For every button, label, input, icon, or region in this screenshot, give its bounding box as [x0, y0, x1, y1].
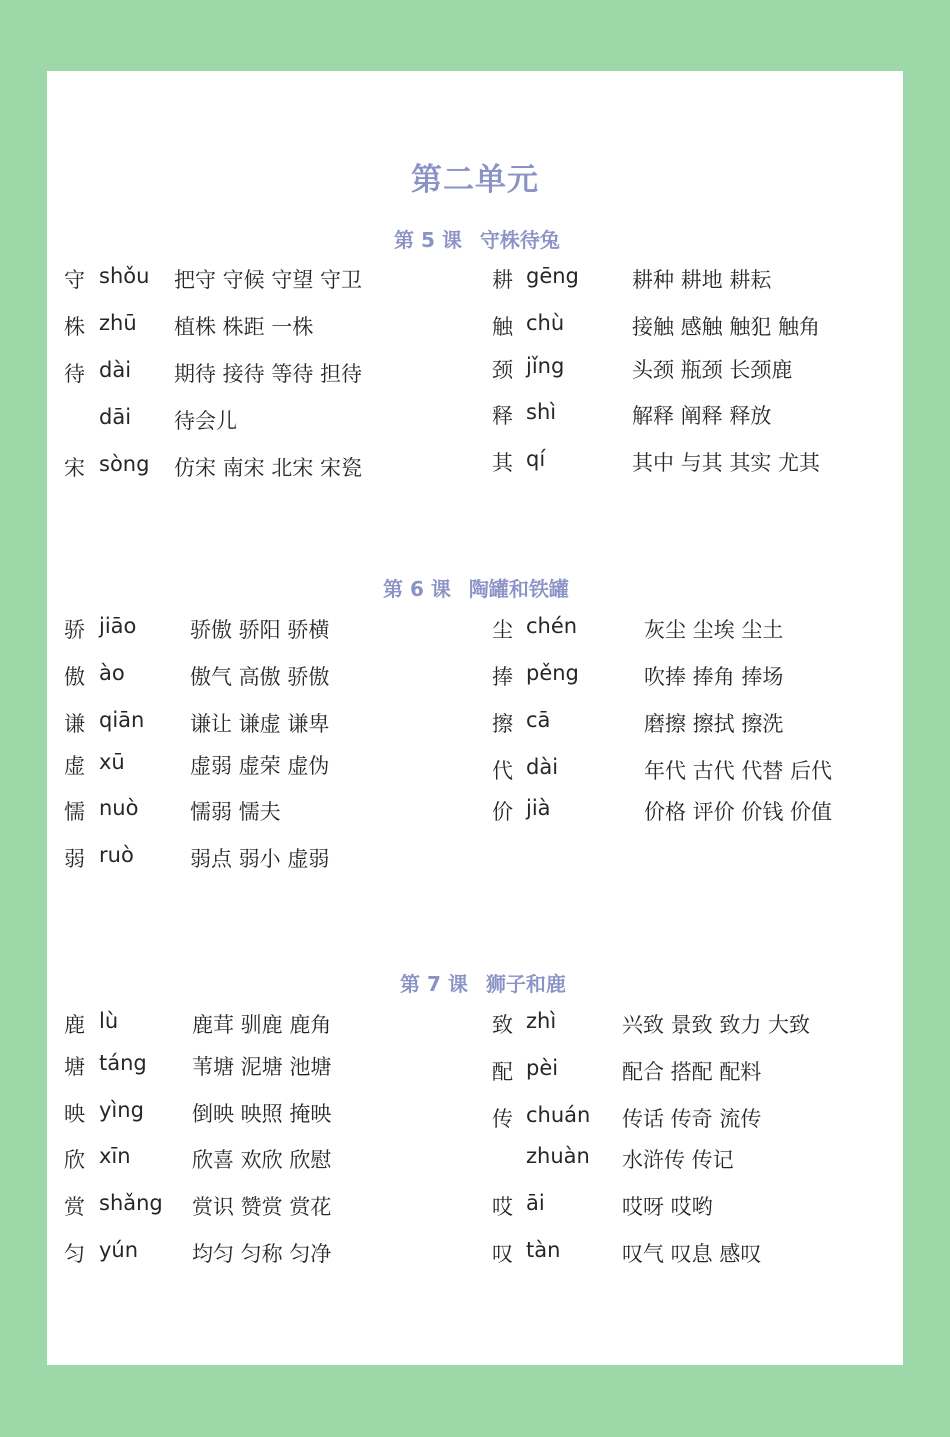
vocab-character: 其 — [492, 451, 513, 475]
vocab-character: 傲 — [64, 665, 85, 689]
vocab-character: 颈 — [492, 358, 513, 382]
vocab-pinyin: dài — [526, 755, 559, 779]
vocab-words: 均匀 匀称 匀净 — [192, 1242, 332, 1266]
vocab-words: 苇塘 泥塘 池塘 — [192, 1055, 332, 1079]
vocab-character: 匀 — [64, 1242, 85, 1266]
vocab-character: 谦 — [64, 712, 85, 736]
vocab-pinyin: zhì — [526, 1009, 557, 1033]
vocab-pinyin: qiān — [99, 708, 145, 732]
vocab-pinyin: yún — [99, 1238, 139, 1262]
vocab-pinyin: ruò — [99, 843, 134, 867]
vocab-pinyin: jǐng — [526, 354, 565, 378]
vocab-pinyin: ào — [99, 661, 125, 685]
vocab-words: 傲气 高傲 骄傲 — [190, 665, 330, 689]
lesson-number: 第 7 课 — [400, 972, 468, 996]
vocab-pinyin: shǎng — [99, 1191, 163, 1215]
vocab-character: 尘 — [492, 618, 513, 642]
vocab-character: 释 — [492, 404, 513, 428]
vocab-words: 灰尘 尘埃 尘土 — [644, 618, 784, 642]
vocab-pinyin: qí — [526, 447, 546, 471]
vocab-character: 弱 — [64, 847, 85, 871]
vocab-pinyin: cā — [526, 708, 551, 732]
vocab-words: 鹿茸 驯鹿 鹿角 — [192, 1013, 332, 1037]
vocab-words: 接触 感触 触犯 触角 — [632, 315, 821, 339]
vocab-words: 吹捧 捧角 捧场 — [644, 665, 784, 689]
lesson-title: 狮子和鹿 — [485, 972, 566, 996]
vocab-pinyin: xū — [99, 750, 125, 774]
vocab-character: 赏 — [64, 1195, 85, 1219]
lesson-number: 第 6 课 — [383, 577, 451, 601]
vocab-words: 水浒传 传记 — [622, 1148, 734, 1172]
vocab-character: 守 — [64, 268, 85, 292]
vocab-pinyin: zhū — [99, 311, 137, 335]
vocab-character: 塘 — [64, 1055, 85, 1079]
lesson-heading — [383, 573, 569, 602]
vocab-words: 骄傲 骄阳 骄横 — [190, 618, 330, 642]
vocab-character: 触 — [492, 315, 513, 339]
vocab-pinyin: nuò — [99, 796, 139, 820]
vocab-words: 解释 阐释 释放 — [632, 404, 772, 428]
vocab-character: 欣 — [64, 1148, 85, 1172]
vocab-pinyin: dài — [99, 358, 132, 382]
vocab-pinyin: chén — [526, 614, 578, 638]
lesson-title: 陶罐和铁罐 — [468, 577, 569, 601]
vocab-words: 虚弱 虚荣 虚伪 — [190, 754, 330, 778]
lesson-heading — [400, 968, 566, 997]
vocab-words: 价格 评价 价钱 价值 — [644, 800, 833, 824]
vocab-pinyin: xīn — [99, 1144, 131, 1168]
vocab-words: 传话 传奇 流传 — [622, 1107, 762, 1131]
vocab-words: 磨擦 擦拭 擦洗 — [644, 712, 784, 736]
vocab-pinyin: lù — [99, 1009, 119, 1033]
vocab-pinyin: āi — [526, 1191, 545, 1215]
vocab-character: 配 — [492, 1060, 513, 1084]
vocab-words: 待会儿 — [174, 409, 237, 433]
vocab-pinyin: jià — [526, 796, 551, 820]
vocab-pinyin: sòng — [99, 452, 150, 476]
unit-title: 第二单元 — [411, 162, 539, 198]
vocab-words: 弱点 弱小 虚弱 — [190, 847, 330, 871]
vocab-character: 映 — [64, 1102, 85, 1126]
vocab-pinyin: yìng — [99, 1098, 144, 1122]
vocab-words: 期待 接待 等待 担待 — [174, 362, 363, 386]
lesson-number: 第 5 课 — [394, 228, 462, 252]
lesson-heading — [394, 224, 560, 253]
vocab-words: 仿宋 南宋 北宋 宋瓷 — [174, 456, 363, 480]
vocab-pinyin: chuán — [526, 1103, 591, 1127]
vocab-words: 叹气 叹息 感叹 — [622, 1242, 762, 1266]
vocab-words: 懦弱 懦夫 — [190, 800, 281, 824]
vocab-words: 赏识 赞赏 赏花 — [192, 1195, 332, 1219]
vocab-words: 年代 古代 代替 后代 — [644, 759, 833, 783]
vocab-pinyin: pěng — [526, 661, 579, 685]
vocab-character: 价 — [492, 800, 513, 824]
vocab-character: 骄 — [64, 618, 85, 642]
vocab-character: 叹 — [492, 1242, 513, 1266]
vocab-words: 把守 守候 守望 守卫 — [174, 268, 363, 292]
vocab-character: 传 — [492, 1107, 513, 1131]
vocab-words: 头颈 瓶颈 长颈鹿 — [632, 358, 793, 382]
vocab-words: 耕种 耕地 耕耘 — [632, 268, 772, 292]
vocab-words: 欣喜 欢欣 欣慰 — [192, 1148, 332, 1172]
vocab-pinyin: jiāo — [99, 614, 137, 638]
vocab-character: 捧 — [492, 665, 513, 689]
vocab-character: 懦 — [64, 800, 85, 824]
vocab-character: 代 — [492, 759, 513, 783]
vocab-character: 宋 — [64, 456, 85, 480]
vocab-words: 配合 搭配 配料 — [622, 1060, 762, 1084]
vocab-words: 倒映 映照 掩映 — [192, 1102, 332, 1126]
vocab-words: 其中 与其 其实 尤其 — [632, 451, 821, 475]
vocab-words: 植株 株距 一株 — [174, 315, 314, 339]
vocab-pinyin: táng — [99, 1051, 147, 1075]
vocab-character: 虚 — [64, 754, 85, 778]
vocab-character: 致 — [492, 1013, 513, 1037]
vocab-words: 谦让 谦虚 谦卑 — [190, 712, 330, 736]
vocab-pinyin: gēng — [526, 264, 579, 288]
vocab-character: 擦 — [492, 712, 513, 736]
vocab-character: 哎 — [492, 1195, 513, 1219]
vocab-character: 待 — [64, 362, 85, 386]
vocab-character: 株 — [64, 315, 85, 339]
vocab-pinyin: zhuàn — [526, 1144, 590, 1168]
vocab-pinyin: shǒu — [99, 264, 150, 288]
vocab-words: 哎呀 哎哟 — [622, 1195, 713, 1219]
vocab-pinyin: pèi — [526, 1056, 559, 1080]
vocab-pinyin: chù — [526, 311, 565, 335]
lesson-title: 守株待兔 — [479, 228, 560, 252]
vocab-character: 鹿 — [64, 1013, 85, 1037]
vocab-pinyin: dāi — [99, 405, 132, 429]
vocab-words: 兴致 景致 致力 大致 — [622, 1013, 811, 1037]
vocab-character: 耕 — [492, 268, 513, 292]
vocab-pinyin: tàn — [526, 1238, 561, 1262]
vocab-pinyin: shì — [526, 400, 557, 424]
